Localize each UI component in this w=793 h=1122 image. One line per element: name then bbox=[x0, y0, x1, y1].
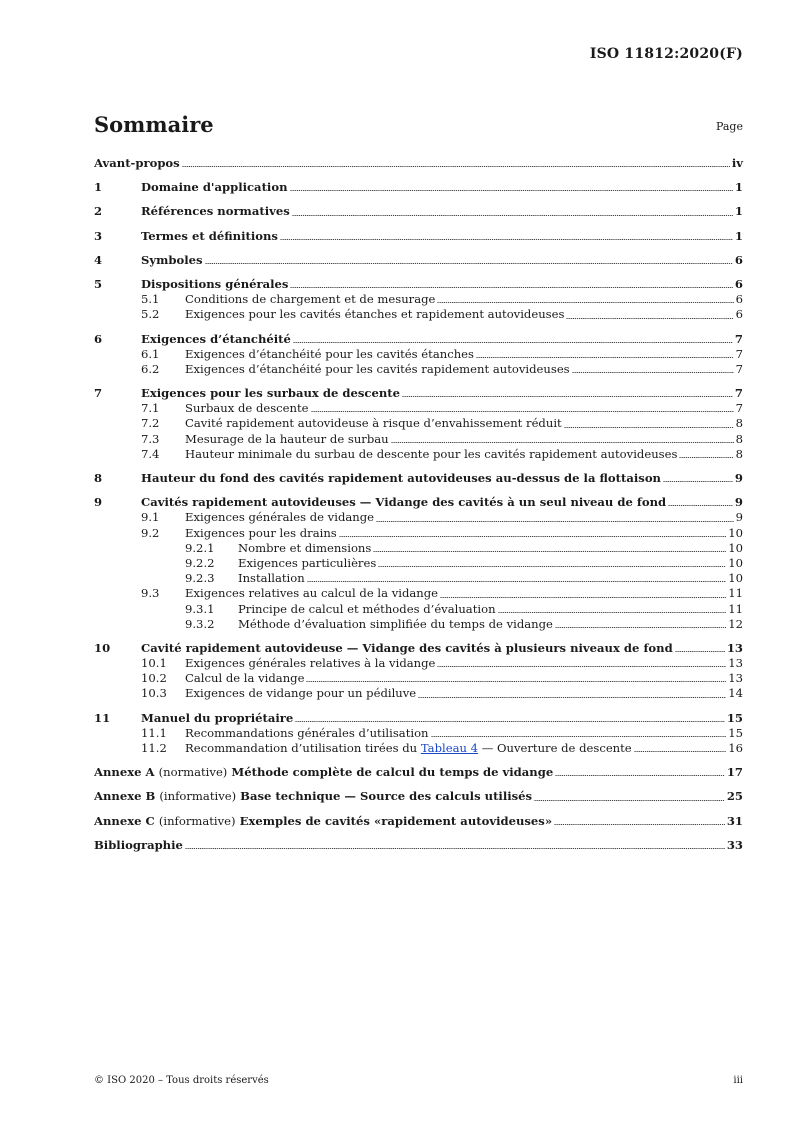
toc-entry-title: Exigences particulières bbox=[238, 555, 377, 570]
toc-entry-title bbox=[94, 741, 632, 756]
dot-leader bbox=[634, 750, 727, 753]
dot-leader bbox=[185, 847, 725, 850]
annex-label: Annexe C bbox=[94, 813, 155, 828]
toc-entry-page: 7 bbox=[735, 361, 743, 376]
toc-entry-title: Installation bbox=[238, 571, 305, 586]
toc-entry-page: 6 bbox=[734, 276, 743, 291]
toc-entry[interactable] bbox=[94, 510, 743, 525]
toc-entry-number: 11.1 bbox=[141, 725, 167, 740]
toc-entry-title: Termes et définitions bbox=[141, 228, 278, 243]
dot-leader bbox=[378, 565, 726, 568]
toc-entry-number: 9.2.3 bbox=[185, 571, 215, 586]
toc-entry-page: 10 bbox=[728, 555, 743, 570]
dot-leader bbox=[311, 410, 734, 413]
dot-leader bbox=[675, 650, 725, 653]
toc-entry-page: 8 bbox=[735, 446, 743, 461]
toc-entry[interactable] bbox=[94, 156, 743, 171]
toc-entry-number: 9.2.1 bbox=[185, 540, 215, 555]
toc-entry-number: 1 bbox=[94, 180, 103, 195]
toc-entry-title: Exigences générales de vidange bbox=[185, 510, 375, 525]
annex-kind: (informative) bbox=[158, 813, 236, 828]
toc-entry-page: 11 bbox=[728, 586, 743, 601]
toc-entry-number: 7.4 bbox=[141, 446, 160, 461]
toc-entry-number: 9 bbox=[94, 495, 103, 510]
toc-entry-page: 10 bbox=[728, 540, 743, 555]
toc-entry-page: 13 bbox=[728, 671, 743, 686]
toc-entry-title: Cavités rapidement autovideuses — Vidange des cavités à un seul niveau de fond bbox=[141, 495, 667, 510]
toc-entry-page: 17 bbox=[726, 765, 743, 780]
annex-kind: (informative) bbox=[159, 789, 237, 804]
toc-entry[interactable] bbox=[94, 686, 743, 701]
toc-entry-title: Mesurage de la hauteur de surbau bbox=[185, 431, 389, 446]
toc-entry[interactable] bbox=[94, 495, 743, 510]
dot-leader bbox=[290, 189, 733, 192]
toc-entry[interactable] bbox=[94, 432, 743, 447]
dot-leader bbox=[293, 341, 733, 344]
toc-entry-page: 1 bbox=[734, 204, 743, 219]
toc-entry[interactable] bbox=[94, 362, 743, 377]
page-title: Sommaire bbox=[94, 112, 214, 137]
annex-label: Annexe A bbox=[94, 765, 155, 780]
annex-kind: (normative) bbox=[158, 765, 228, 780]
toc-entry-page: 6 bbox=[735, 292, 743, 307]
toc-entry-number: 9.2 bbox=[141, 525, 160, 540]
toc-entry-number: 2 bbox=[94, 204, 103, 219]
dot-leader bbox=[554, 823, 725, 826]
toc-entry[interactable] bbox=[94, 541, 743, 556]
toc-entry-page: 12 bbox=[728, 616, 743, 631]
toc-entry-number: 5.2 bbox=[141, 307, 160, 322]
toc-entry[interactable] bbox=[94, 765, 743, 780]
dot-leader bbox=[555, 774, 725, 777]
toc-entry[interactable] bbox=[94, 180, 743, 195]
toc-entry-page: 15 bbox=[726, 710, 743, 725]
toc-entry[interactable] bbox=[94, 332, 743, 347]
toc-entry-number: 6.1 bbox=[141, 346, 160, 361]
toc-entry-number: 11 bbox=[94, 710, 111, 725]
toc-entry-title: Dispositions générales bbox=[141, 276, 289, 291]
toc-entry-page: 31 bbox=[726, 813, 743, 828]
toc-entry-page: 6 bbox=[735, 307, 743, 322]
dot-leader bbox=[663, 480, 733, 483]
toc-entry-number: 10.3 bbox=[141, 686, 167, 701]
toc-entry-title: Principe de calcul et méthodes d’évaluation bbox=[238, 601, 496, 616]
toc-entry[interactable] bbox=[94, 814, 743, 829]
toc-entry-title: Exigences de vidange pour un pédiluve bbox=[185, 686, 417, 701]
dot-leader bbox=[280, 238, 733, 241]
dot-leader bbox=[306, 680, 726, 683]
toc-entry[interactable] bbox=[94, 711, 743, 726]
toc-entry-title: Calcul de la vidange bbox=[185, 671, 305, 686]
toc-entry-title: Hauteur du fond des cavités rapidement autovideuses au-dessus de la flottaison bbox=[141, 471, 661, 485]
table-of-contents bbox=[94, 156, 743, 853]
toc-entry[interactable] bbox=[94, 229, 743, 244]
toc-entry[interactable] bbox=[94, 447, 743, 462]
toc-entry-number: 6 bbox=[94, 331, 103, 346]
toc-entry-title bbox=[94, 765, 553, 780]
toc-entry[interactable] bbox=[94, 526, 743, 541]
dot-leader bbox=[668, 504, 733, 507]
toc-entry-title: Manuel du propriétaire bbox=[141, 710, 294, 725]
toc-entry[interactable] bbox=[94, 292, 743, 307]
dot-leader bbox=[307, 580, 727, 583]
toc-entry-text: Recommandation d’utilisation tirées du bbox=[185, 741, 421, 755]
toc-entry[interactable] bbox=[94, 656, 743, 671]
dot-leader bbox=[431, 735, 727, 738]
toc-entry-title: Bibliographie bbox=[94, 837, 183, 852]
dot-leader bbox=[339, 535, 726, 538]
toc-entry-page: 25 bbox=[726, 789, 743, 804]
toc-entry-title: Exigences d’étanchéité pour les cavités étanches bbox=[185, 346, 474, 361]
dot-leader bbox=[534, 799, 725, 802]
dot-leader bbox=[418, 696, 726, 699]
toc-entry[interactable] bbox=[94, 838, 743, 853]
toc-entry-title: Domaine d'application bbox=[141, 180, 288, 195]
toc-entry-title: Recommandations générales d’utilisation bbox=[185, 725, 429, 740]
dot-leader bbox=[290, 286, 732, 289]
toc-entry[interactable] bbox=[94, 204, 743, 219]
toc-entry-number: 10.2 bbox=[141, 671, 167, 686]
dot-leader bbox=[437, 301, 733, 304]
toc-entry[interactable] bbox=[94, 789, 743, 804]
toc-entry-title: Exigences générales relatives à la vidange bbox=[185, 656, 436, 671]
dot-leader bbox=[564, 426, 734, 429]
toc-entry-page: iv bbox=[731, 156, 743, 170]
dot-leader bbox=[572, 371, 734, 374]
toc-entry-number: 7.2 bbox=[141, 416, 160, 431]
toc-entry-number: 3 bbox=[94, 228, 103, 243]
toc-entry-number: 9.1 bbox=[141, 510, 160, 525]
toc-entry-number: 6.2 bbox=[141, 361, 160, 376]
toc-entry-page: 14 bbox=[728, 686, 743, 701]
toc-entry[interactable] bbox=[94, 253, 743, 268]
toc-entry-title: Exigences pour les drains bbox=[185, 525, 337, 540]
toc-entry[interactable] bbox=[94, 741, 743, 756]
toc-entry[interactable] bbox=[94, 602, 743, 617]
annex-title: Méthode complète de calcul du temps de vidange bbox=[231, 765, 554, 780]
toc-entry-title: Symboles bbox=[141, 252, 203, 267]
toc-entry-number: 11.2 bbox=[141, 741, 167, 755]
toc-entry-page: 10 bbox=[728, 571, 743, 586]
toc-entry-title: Exigences pour les cavités étanches et rapidement autovideuses bbox=[185, 307, 565, 322]
toc-entry-number: 9.3.1 bbox=[185, 601, 215, 616]
toc-entry-title bbox=[94, 789, 532, 804]
table-reference-link[interactable]: Tableau 4 bbox=[420, 741, 479, 755]
dot-leader bbox=[205, 262, 733, 265]
toc-entry-page: 7 bbox=[735, 346, 743, 361]
toc-entry[interactable] bbox=[94, 401, 743, 416]
toc-entry-number: 5.1 bbox=[141, 292, 160, 307]
toc-entry-page: 15 bbox=[728, 725, 743, 740]
toc-entry-title: Cavité rapidement autovideuse — Vidange des cavités à plusieurs niveaux de fond bbox=[141, 640, 673, 655]
annex-title: Base technique — Source des calculs utilisés bbox=[240, 789, 533, 804]
toc-entry-title: Méthode d’évaluation simplifiée du temps de vidange bbox=[238, 616, 553, 631]
toc-entry-title: Exigences d’étanchéité bbox=[141, 331, 291, 346]
toc-entry-page: 11 bbox=[728, 601, 743, 616]
dot-leader bbox=[373, 550, 726, 553]
toc-entry-page: 8 bbox=[735, 431, 743, 446]
page-column-label: Page bbox=[715, 120, 743, 133]
toc-entry-number: 5 bbox=[94, 276, 103, 291]
dot-leader bbox=[437, 665, 726, 668]
dot-leader bbox=[566, 317, 733, 320]
dot-leader bbox=[476, 356, 734, 359]
toc-entry-title: Surbaux de descente bbox=[185, 401, 309, 416]
toc-entry-title: Exigences d’étanchéité pour les cavités rapidement autovideuses bbox=[185, 361, 570, 376]
toc-entry[interactable] bbox=[94, 386, 743, 401]
dot-leader bbox=[182, 165, 730, 168]
footer-page-number: iii bbox=[733, 1075, 743, 1086]
toc-entry-title: Avant-propos bbox=[94, 156, 180, 170]
toc-entry-number: 9.3 bbox=[141, 586, 160, 601]
toc-entry-number: 4 bbox=[94, 252, 103, 267]
dot-leader bbox=[498, 611, 727, 614]
toc-entry[interactable] bbox=[94, 277, 743, 292]
toc-entry[interactable] bbox=[94, 416, 743, 431]
toc-entry-page: 8 bbox=[735, 416, 743, 431]
toc-entry[interactable] bbox=[94, 347, 743, 362]
toc-entry[interactable] bbox=[94, 586, 743, 601]
toc-entry-title: Hauteur minimale du surbau de descente pour les cavités rapidement autovideuses bbox=[185, 446, 678, 461]
toc-entry[interactable] bbox=[94, 641, 743, 656]
toc-entry-page: 9 bbox=[735, 510, 743, 525]
toc-entry-page: 16 bbox=[728, 741, 743, 755]
toc-entry[interactable] bbox=[94, 726, 743, 741]
dot-leader bbox=[376, 520, 734, 523]
document-code: ISO 11812:2020(F) bbox=[589, 46, 743, 62]
dot-leader bbox=[391, 441, 734, 444]
toc-entry-page: 13 bbox=[726, 640, 743, 655]
toc-entry-page: 9 bbox=[734, 495, 743, 510]
toc-entry-number: 10 bbox=[94, 640, 111, 655]
toc-entry-number: 7 bbox=[94, 386, 103, 401]
toc-entry-page: 1 bbox=[734, 180, 743, 195]
toc-entry-page: 13 bbox=[728, 656, 743, 671]
toc-entry-title: Conditions de chargement et de mesurage bbox=[185, 292, 436, 307]
dot-leader bbox=[555, 626, 726, 629]
toc-entry[interactable] bbox=[94, 617, 743, 632]
toc-entry-page: 1 bbox=[734, 228, 743, 243]
toc-entry-page: 6 bbox=[734, 252, 743, 267]
toc-entry-page: 7 bbox=[734, 331, 743, 346]
toc-entry-number: 9.3.2 bbox=[185, 616, 215, 631]
toc-entry-title: Cavité rapidement autovideuse à risque d’envahissement réduit bbox=[185, 416, 562, 431]
dot-leader bbox=[295, 720, 725, 723]
toc-entry-number: 9.2.2 bbox=[185, 555, 215, 570]
toc-entry-number: 7.3 bbox=[141, 431, 160, 446]
footer-copyright: © ISO 2020 – Tous droits réservés bbox=[94, 1075, 269, 1086]
toc-entry-number: 7.1 bbox=[141, 401, 160, 416]
annex-label: Annexe B bbox=[94, 789, 156, 804]
dot-leader bbox=[292, 214, 733, 217]
toc-entry-page: 7 bbox=[734, 386, 743, 401]
dot-leader bbox=[679, 456, 733, 459]
toc-entry-page: 10 bbox=[728, 525, 743, 540]
toc-entry[interactable] bbox=[94, 671, 743, 686]
toc-entry-page: 33 bbox=[726, 837, 743, 852]
toc-entry-title: Nombre et dimensions bbox=[238, 540, 372, 555]
toc-entry[interactable] bbox=[94, 471, 743, 486]
toc-entry[interactable] bbox=[94, 571, 743, 586]
toc-entry-page: 7 bbox=[735, 401, 743, 416]
toc-entry-title: Exigences pour les surbaux de descente bbox=[141, 386, 401, 401]
toc-entry-title bbox=[94, 814, 552, 829]
toc-entry[interactable] bbox=[94, 307, 743, 322]
dot-leader bbox=[402, 395, 733, 398]
toc-entry-page: 9 bbox=[734, 471, 743, 485]
toc-entry-number: 10.1 bbox=[141, 656, 167, 671]
toc-entry-title: Références normatives bbox=[141, 204, 290, 219]
toc-entry-title: Exigences relatives au calcul de la vidange bbox=[185, 586, 439, 601]
annex-title: Exemples de cavités «rapidement autovideuses» bbox=[239, 813, 553, 828]
toc-entry-text: — Ouverture de descente bbox=[478, 741, 632, 755]
toc-entry-number: 8 bbox=[94, 471, 103, 485]
toc-entry[interactable] bbox=[94, 556, 743, 571]
dot-leader bbox=[440, 596, 726, 599]
